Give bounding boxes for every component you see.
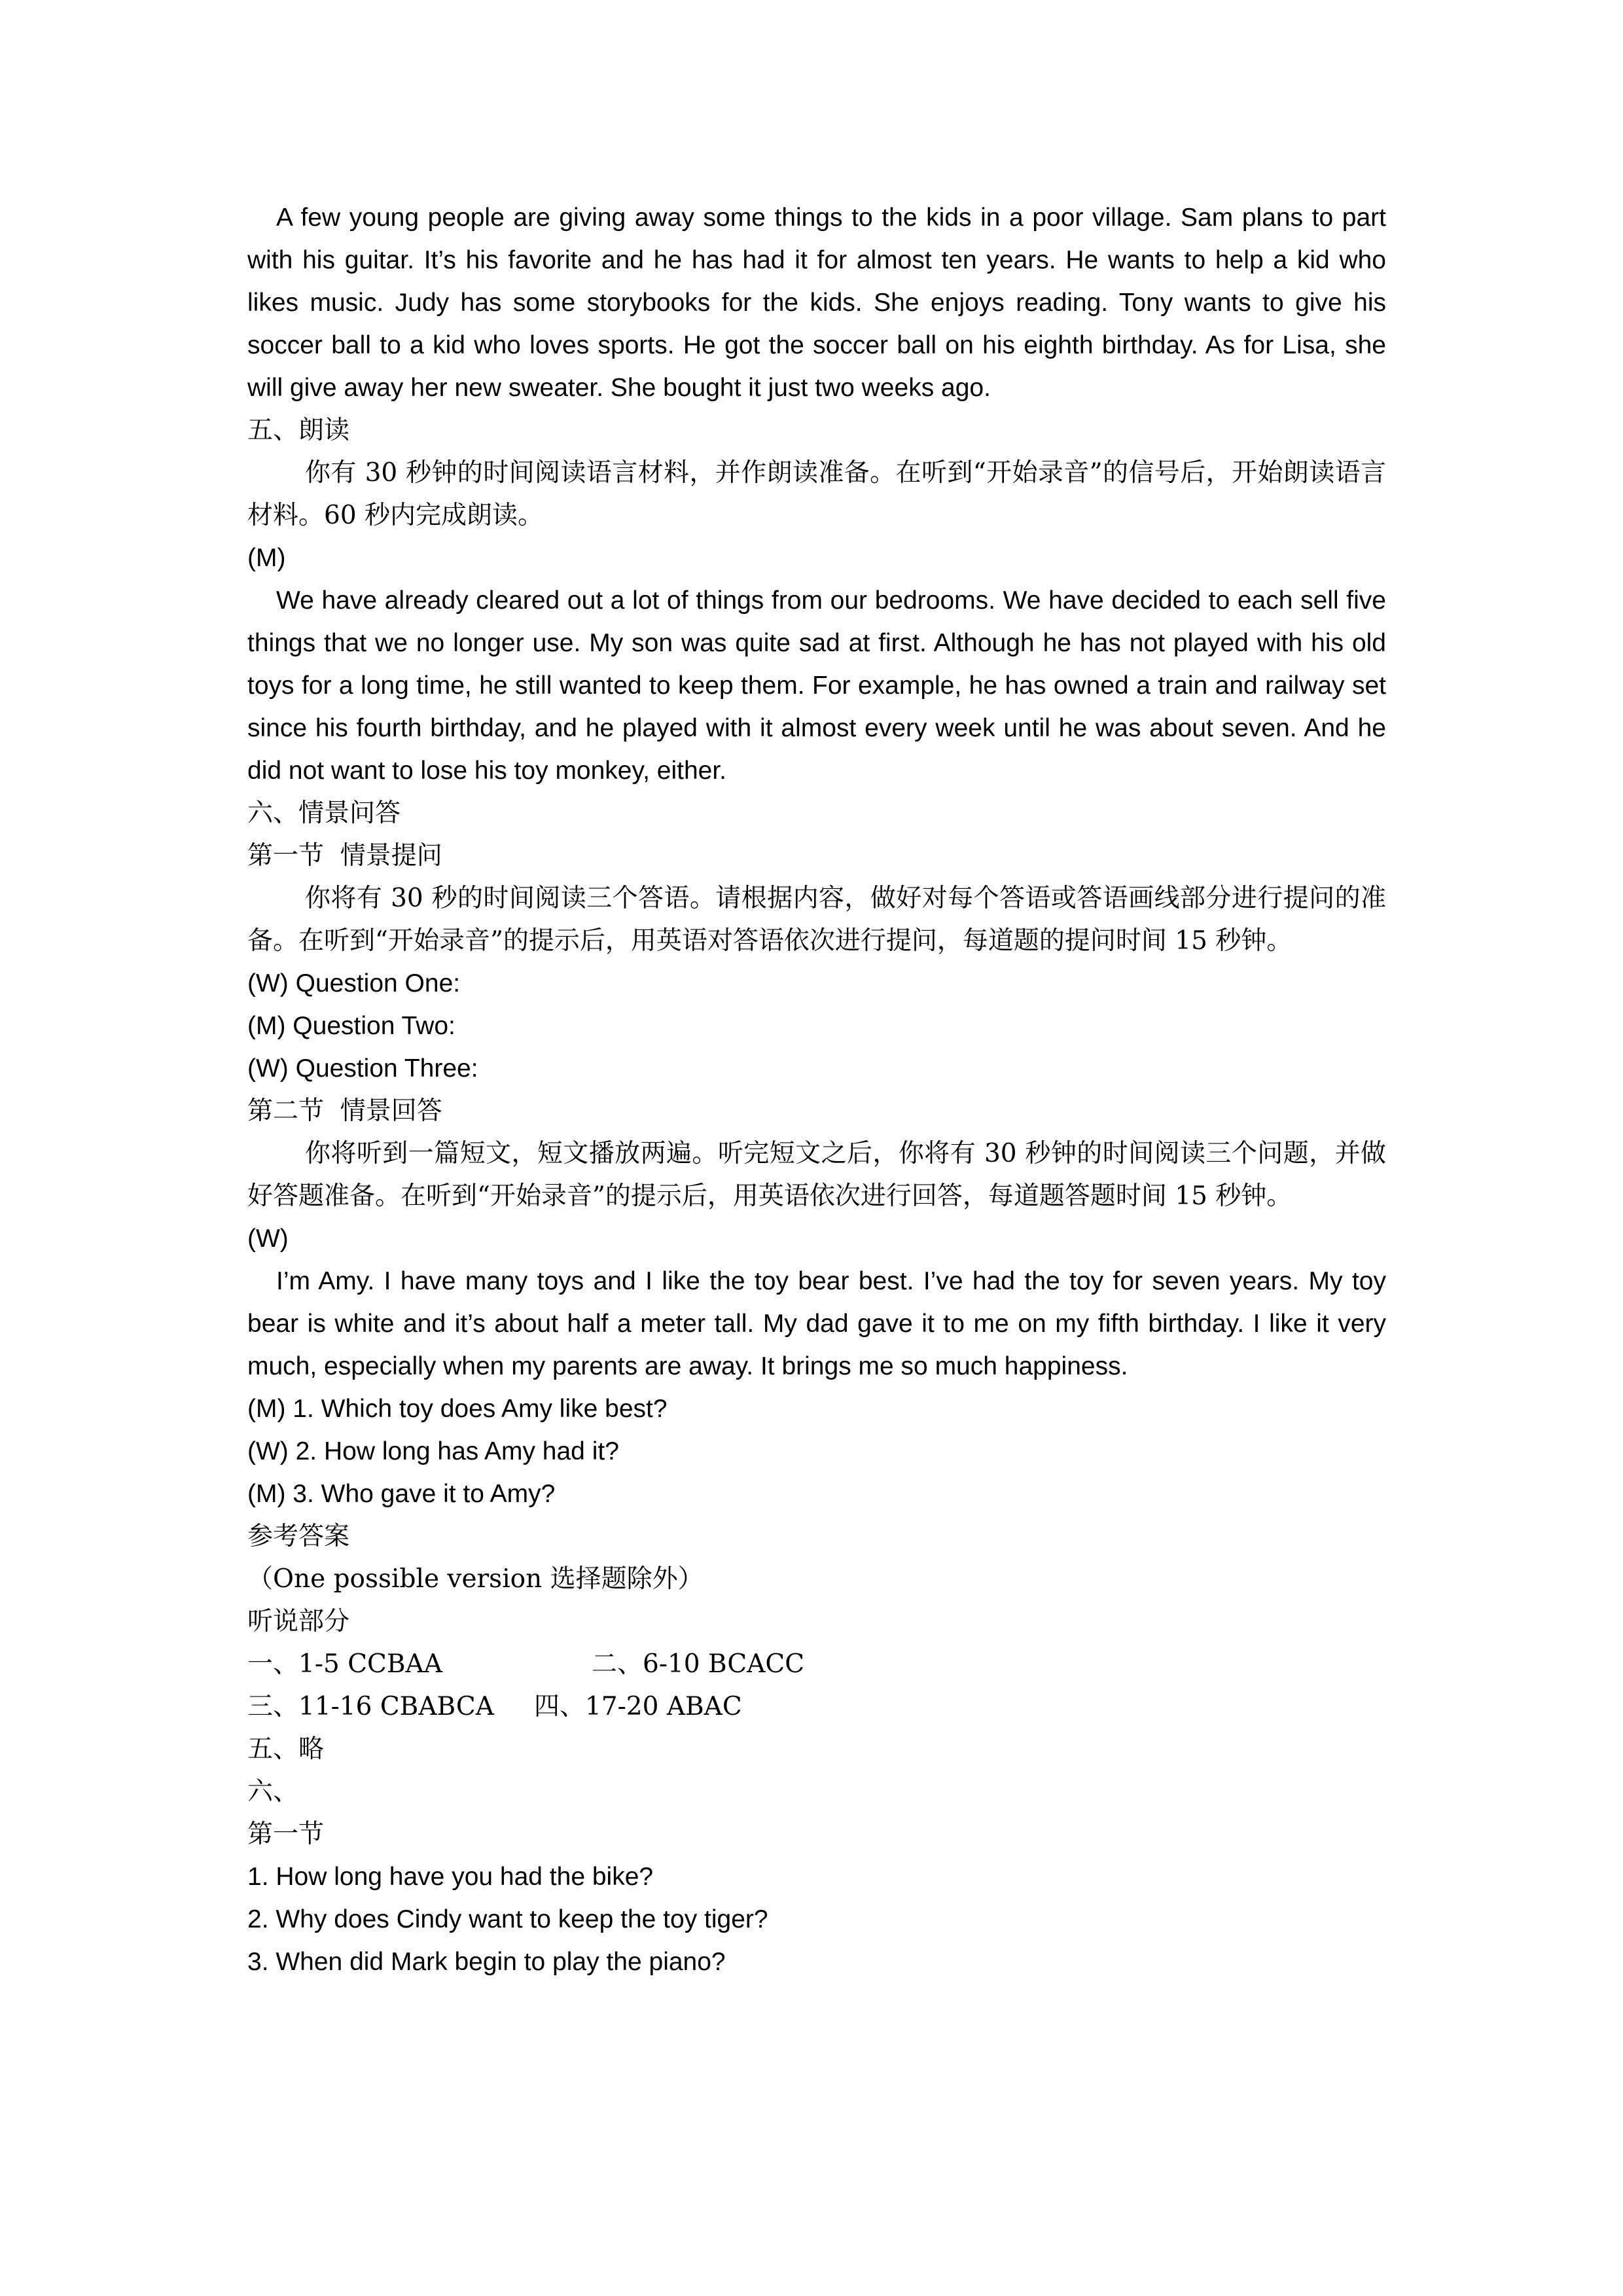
- section5-instruction: 你有 30 秒钟的时间阅读语言材料，并作朗读准备。在听到“开始录音”的信号后，开始朗读语言材料。60 秒内完成朗读。: [247, 458, 1386, 530]
- answers-part1-heading: 第一节: [247, 1820, 325, 1849]
- question-line: (M) 3. Who gave it to Amy?: [247, 1480, 556, 1508]
- question-line: (W) 2. How long has Amy had it?: [247, 1437, 619, 1465]
- section5-speaker: (M): [247, 544, 286, 572]
- document-body: [247, 196, 1386, 1983]
- answer-row: [247, 1685, 1386, 1728]
- section6-heading: 六、情景问答: [247, 798, 401, 828]
- section6-part1-heading: 第一节 情景提问: [247, 841, 442, 870]
- answers-part-heading: 听说部分: [247, 1607, 350, 1636]
- section6-part2-heading: 第二节 情景回答: [247, 1096, 442, 1126]
- answer-row: [247, 1643, 1386, 1685]
- answer-cell: 四、17-20 ABAC: [534, 1692, 742, 1721]
- question-line: (M) 1. Which toy does Amy like best?: [247, 1395, 668, 1423]
- section6-part2-passage: I’m Amy. I have many toys and I like the toy bear best. I’ve had the toy for seven years. My toy bear is white and it’s about half a meter tall. My dad gave it to me on my fifth birthday. I like it very much, especially when my parents are away. It brings me so much happiness.: [247, 1267, 1386, 1380]
- section5-passage: We have already cleared out a lot of things from our bedrooms. We have decided to each sell five things that we no longer use. My son was quite sad at first. Although he has not played with his old toys for a long time, he still wanted to keep them. For example, he has owned a train and railway set since his fourth birthday, and he played with it almost every week until he was about seven. And he did not want to lose his toy monkey, either.: [247, 586, 1386, 785]
- passage-intro: A few young people are giving away some things to the kids in a poor village. Sam plans to part with his guitar. It’s his favorite and he has had it for almost ten years. He wants to help a kid who likes music. Judy has some storybooks for the kids. She enjoys reading. Tony wants to give his soccer ball to a kid who loves sports. He got the soccer ball on his eighth birthday. As for Lisa, she will give away her new sweater. She bought it just two weeks ago.: [247, 204, 1386, 402]
- question-line: (M) Question Two:: [247, 1012, 455, 1040]
- section6-part1-instruction: 你将有 30 秒的时间阅读三个答语。请根据内容，做好对每个答语或答语画线部分进行提问的准备。在听到“开始录音”的提示后，用英语对答语依次进行提问，每道题的提问时间 15 秒钟。: [247, 884, 1386, 956]
- answers-note: （One possible version 选择题除外）: [247, 1564, 704, 1594]
- answers-section5: 五、略: [247, 1734, 325, 1764]
- answer-line: 3. When did Mark begin to play the piano?: [247, 1948, 726, 1976]
- answers-section6: 六、: [247, 1777, 299, 1806]
- answers-heading: 参考答案: [247, 1522, 350, 1551]
- question-line: (W) Question Three:: [247, 1054, 478, 1083]
- answer-cell: 二、6-10 BCACC: [592, 1649, 805, 1679]
- question-line: (W) Question One:: [247, 969, 461, 997]
- answer-line: 1. How long have you had the bike?: [247, 1863, 654, 1891]
- answer-line: 2. Why does Cindy want to keep the toy tiger?: [247, 1905, 768, 1933]
- section6-part2-instruction: 你将听到一篇短文，短文播放两遍。听完短文之后，你将有 30 秒钟的时间阅读三个问题，并做好答题准备。在听到“开始录音”的提示后，用英语依次进行回答，每道题答题时间 15 秒钟。: [247, 1139, 1386, 1211]
- answer-cell: 三、11-16 CBABCA: [247, 1692, 494, 1721]
- section5-heading: 五、朗读: [247, 416, 350, 445]
- section6-part2-speaker: (W): [247, 1225, 289, 1253]
- answer-cell: 一、1-5 CCBAA: [247, 1649, 442, 1679]
